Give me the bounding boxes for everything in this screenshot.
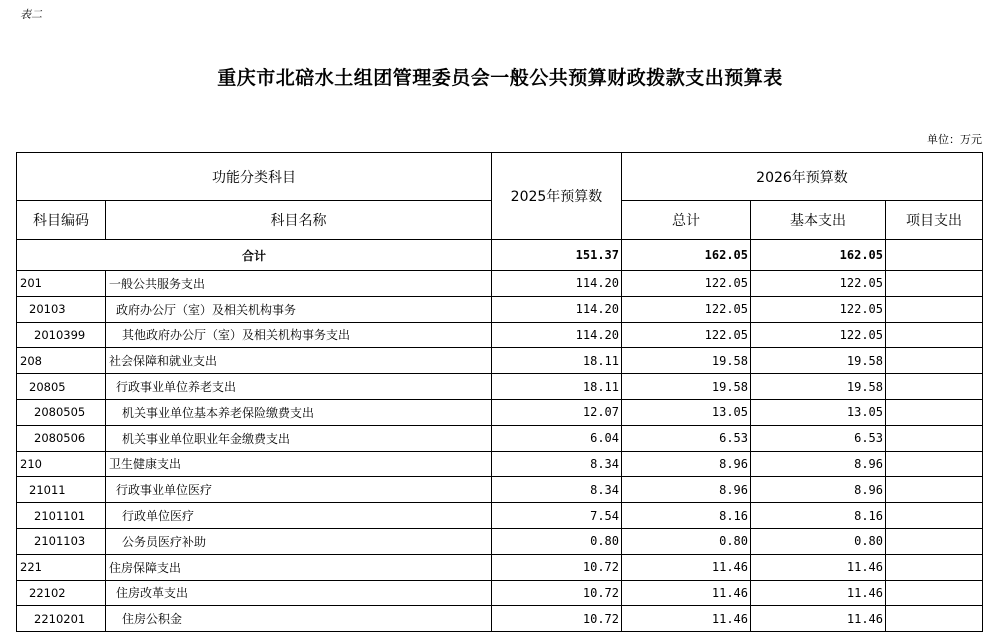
row-budget-2026-basic: 11.46 bbox=[751, 580, 886, 606]
table-row bbox=[17, 374, 983, 400]
row-budget-2026-total: 11.46 bbox=[622, 606, 751, 632]
row-budget-2025: 18.11 bbox=[492, 374, 622, 400]
row-budget-2026-project bbox=[886, 606, 983, 632]
row-budget-2025: 6.04 bbox=[492, 425, 622, 451]
row-name: 一般公共服务支出 bbox=[106, 271, 492, 297]
row-code: 210 bbox=[17, 451, 106, 477]
row-budget-2026-project bbox=[886, 503, 983, 529]
row-budget-2026-total: 8.16 bbox=[622, 503, 751, 529]
row-budget-2026-basic: 0.80 bbox=[751, 528, 886, 554]
header-budget-2025: 2025年预算数 bbox=[492, 153, 622, 240]
total-2026-project bbox=[886, 240, 983, 271]
header-basic: 基本支出 bbox=[751, 201, 886, 240]
row-code: 20103 bbox=[17, 296, 106, 322]
row-code: 2080505 bbox=[17, 399, 106, 425]
total-2025: 151.37 bbox=[492, 240, 622, 271]
row-budget-2026-project bbox=[886, 271, 983, 297]
row-name: 机关事业单位基本养老保险缴费支出 bbox=[106, 399, 492, 425]
table-row bbox=[17, 451, 983, 477]
row-budget-2025: 12.07 bbox=[492, 399, 622, 425]
row-name: 住房公积金 bbox=[106, 606, 492, 632]
table-row bbox=[17, 477, 983, 503]
row-budget-2026-basic: 6.53 bbox=[751, 425, 886, 451]
row-budget-2026-basic: 13.05 bbox=[751, 399, 886, 425]
table-row bbox=[17, 322, 983, 348]
row-budget-2026-basic: 8.16 bbox=[751, 503, 886, 529]
header-row-1 bbox=[17, 153, 983, 201]
row-budget-2026-project bbox=[886, 425, 983, 451]
row-name: 机关事业单位职业年金缴费支出 bbox=[106, 425, 492, 451]
total-row bbox=[17, 240, 983, 271]
total-label: 合计 bbox=[17, 240, 492, 271]
table-row bbox=[17, 399, 983, 425]
row-budget-2026-basic: 19.58 bbox=[751, 374, 886, 400]
row-budget-2025: 0.80 bbox=[492, 528, 622, 554]
unit-label: 单位：万元 bbox=[927, 133, 982, 146]
row-budget-2025: 114.20 bbox=[492, 322, 622, 348]
table-row bbox=[17, 271, 983, 297]
row-code: 201 bbox=[17, 271, 106, 297]
header-budget-2026: 2026年预算数 bbox=[622, 153, 983, 201]
table-number-label: 表二 bbox=[20, 8, 42, 21]
row-code: 208 bbox=[17, 348, 106, 374]
row-budget-2026-basic: 11.46 bbox=[751, 606, 886, 632]
row-budget-2025: 7.54 bbox=[492, 503, 622, 529]
row-budget-2025: 114.20 bbox=[492, 296, 622, 322]
row-budget-2025: 10.72 bbox=[492, 580, 622, 606]
total-2026-total: 162.05 bbox=[622, 240, 751, 271]
row-budget-2026-total: 19.58 bbox=[622, 348, 751, 374]
row-budget-2026-project bbox=[886, 374, 983, 400]
row-code: 21011 bbox=[17, 477, 106, 503]
row-budget-2025: 114.20 bbox=[492, 271, 622, 297]
row-name: 住房改革支出 bbox=[106, 580, 492, 606]
table-row bbox=[17, 348, 983, 374]
row-budget-2025: 10.72 bbox=[492, 606, 622, 632]
row-budget-2026-basic: 122.05 bbox=[751, 271, 886, 297]
row-budget-2026-total: 0.80 bbox=[622, 528, 751, 554]
table-row bbox=[17, 296, 983, 322]
row-budget-2026-project bbox=[886, 477, 983, 503]
row-code: 2101103 bbox=[17, 528, 106, 554]
budget-table bbox=[16, 152, 983, 632]
header-name: 科目名称 bbox=[106, 201, 492, 240]
table-row bbox=[17, 606, 983, 632]
row-budget-2026-project bbox=[886, 451, 983, 477]
row-code: 2010399 bbox=[17, 322, 106, 348]
row-code: 20805 bbox=[17, 374, 106, 400]
table-row bbox=[17, 528, 983, 554]
row-name: 政府办公厅（室）及相关机构事务 bbox=[106, 296, 492, 322]
row-budget-2026-total: 6.53 bbox=[622, 425, 751, 451]
row-budget-2026-total: 11.46 bbox=[622, 580, 751, 606]
row-name: 行政单位医疗 bbox=[106, 503, 492, 529]
row-name: 卫生健康支出 bbox=[106, 451, 492, 477]
row-budget-2026-project bbox=[886, 348, 983, 374]
row-budget-2025: 8.34 bbox=[492, 477, 622, 503]
header-functional-category: 功能分类科目 bbox=[17, 153, 492, 201]
row-code: 2210201 bbox=[17, 606, 106, 632]
row-budget-2026-total: 19.58 bbox=[622, 374, 751, 400]
row-budget-2026-total: 122.05 bbox=[622, 271, 751, 297]
row-name: 行政事业单位医疗 bbox=[106, 477, 492, 503]
row-code: 2101101 bbox=[17, 503, 106, 529]
row-budget-2026-basic: 11.46 bbox=[751, 554, 886, 580]
row-budget-2026-total: 8.96 bbox=[622, 477, 751, 503]
table-row bbox=[17, 503, 983, 529]
row-budget-2026-project bbox=[886, 554, 983, 580]
row-budget-2026-basic: 8.96 bbox=[751, 477, 886, 503]
row-budget-2026-basic: 8.96 bbox=[751, 451, 886, 477]
row-budget-2026-project bbox=[886, 296, 983, 322]
row-budget-2026-total: 8.96 bbox=[622, 451, 751, 477]
row-code: 221 bbox=[17, 554, 106, 580]
row-budget-2026-total: 11.46 bbox=[622, 554, 751, 580]
row-budget-2026-project bbox=[886, 528, 983, 554]
row-budget-2026-project bbox=[886, 399, 983, 425]
header-code: 科目编码 bbox=[17, 201, 106, 240]
row-budget-2025: 10.72 bbox=[492, 554, 622, 580]
table-row bbox=[17, 580, 983, 606]
row-budget-2026-basic: 122.05 bbox=[751, 296, 886, 322]
table-row bbox=[17, 425, 983, 451]
budget-table-body bbox=[17, 153, 983, 632]
row-budget-2026-total: 122.05 bbox=[622, 322, 751, 348]
row-budget-2025: 18.11 bbox=[492, 348, 622, 374]
row-code: 2080506 bbox=[17, 425, 106, 451]
header-project: 项目支出 bbox=[886, 201, 983, 240]
total-2026-basic: 162.05 bbox=[751, 240, 886, 271]
row-budget-2026-total: 122.05 bbox=[622, 296, 751, 322]
page-title: 重庆市北碚水土组团管理委员会一般公共预算财政拨款支出预算表 bbox=[217, 67, 783, 89]
row-name: 社会保障和就业支出 bbox=[106, 348, 492, 374]
row-budget-2026-total: 13.05 bbox=[622, 399, 751, 425]
row-budget-2026-project bbox=[886, 322, 983, 348]
table-row bbox=[17, 554, 983, 580]
row-name: 公务员医疗补助 bbox=[106, 528, 492, 554]
row-budget-2025: 8.34 bbox=[492, 451, 622, 477]
row-budget-2026-basic: 122.05 bbox=[751, 322, 886, 348]
row-name: 行政事业单位养老支出 bbox=[106, 374, 492, 400]
header-total: 总计 bbox=[622, 201, 751, 240]
row-name: 其他政府办公厅（室）及相关机构事务支出 bbox=[106, 322, 492, 348]
row-budget-2026-project bbox=[886, 580, 983, 606]
row-name: 住房保障支出 bbox=[106, 554, 492, 580]
row-budget-2026-basic: 19.58 bbox=[751, 348, 886, 374]
row-code: 22102 bbox=[17, 580, 106, 606]
